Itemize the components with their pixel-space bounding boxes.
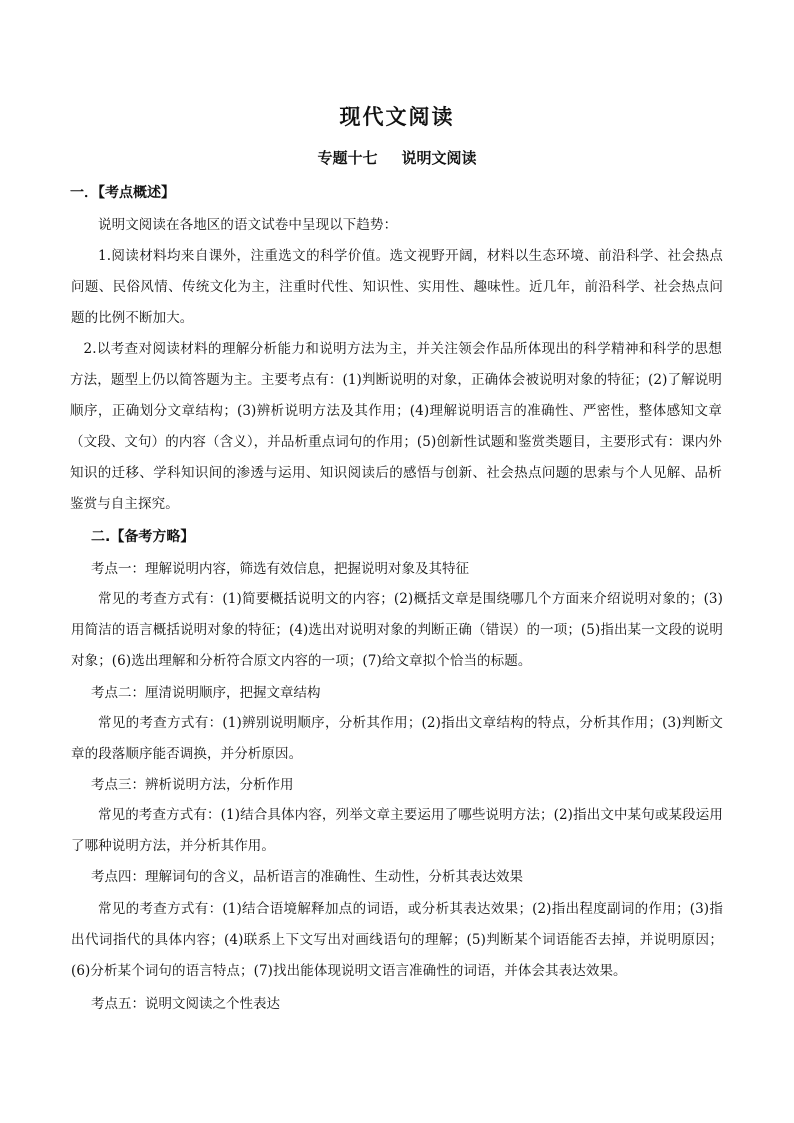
section-1-heading: 一．【考点概述】	[70, 185, 175, 201]
section-1-intro: 说明文阅读在各地区的语文试卷中呈现以下趋势：	[98, 217, 398, 233]
subtitle-topic-number: 专题十七	[317, 149, 378, 167]
exam-point-2-text: 常见的考查方式有：(1)辨别说明顺序，分析其作用；(2)指出文章结构的特点，分析其作用；(3)判断文章的段落顺序能否调换，并分析原因。	[71, 715, 723, 762]
page-title: 现代文阅读	[339, 105, 455, 129]
exam-point-1-text: 常见的考查方式有：(1)简要概括说明文的内容；(2)概括文章是围绕哪几个方面来介绍说明对象的；(3)用简洁的语言概括说明对象的特征；(4)选出对说明对象的判断正确（错误）的一项；(5)指出某一文段的说明对象；(6)选出理解和分析符合原文内容的一项；(7)给文章拟个恰当的标题。	[71, 591, 723, 669]
exam-point-1-label: 考点一：理解说明内容，筛选有效信息，把握说明对象及其特征	[91, 561, 469, 577]
exam-point-3-label: 考点三：辨析说明方法，分析作用	[91, 777, 294, 793]
page-subtitle	[0, 146, 794, 170]
section-1-point-2: 2.以考查对阅读材料的理解分析能力和说明方法为主，并关注领会作品所体现出的科学精神和科学的思想方法，题型上仍以简答题为主。主要考点有：(1)判断说明的对象，正确体会被说明对象的特征；(2)了解说明顺序，正确划分文章结构；(3)辨析说明方法及其作用；(4)理解说明语言的准确性、严密性，整体感知文章（文段、文句）的内容（含义），并品析重点词句的作用；(5)创新性试题和鉴赏类题目，主要形式有：课内外知识的迁移、学科知识间的渗透与运用、知识阅读后的感悟与创新、社会热点问题的思索与个人见解、品析鉴赏与自主探究。	[70, 341, 722, 512]
exam-point-4-text: 常见的考查方式有：(1)结合语境解释加点的词语，或分析其表达效果；(2)指出程度副词的作用；(3)指出代词指代的具体内容；(4)联系上下文写出对画线语句的理解；(5)判断某个词语能否去掉，并说明原因；(6)分析某个词句的语言特点；(7)找出能体现说明文语言准确性的词语，并体会其表达效果。	[71, 901, 723, 979]
exam-point-4-label: 考点四：理解词句的含义，品析语言的准确性、生动性，分析其表达效果	[91, 869, 523, 885]
exam-point-5-label: 考点五：说明文阅读之个性表达	[91, 996, 280, 1012]
section-1-point-1: 1.阅读材料均来自课外，注重选文的科学价值。选文视野开阔，材料以生态环境、前沿科学、社会热点问题、民俗风情、传统文化为主，注重时代性、知识性、实用性、趣味性。近几年，前沿科学、社会热点问题的比例不断加大。	[71, 248, 723, 326]
exam-point-3-text: 常见的考查方式有：(1)结合具体内容，列举文章主要运用了哪些说明方法；(2)指出文中某句或某段运用了哪种说明方法，并分析其作用。	[71, 807, 723, 854]
exam-point-2-label: 考点二：厘清说明顺序，把握文章结构	[91, 685, 321, 701]
subtitle-topic-name: 说明文阅读	[401, 149, 477, 167]
section-2-heading: 二.【备考方略】	[91, 529, 195, 545]
